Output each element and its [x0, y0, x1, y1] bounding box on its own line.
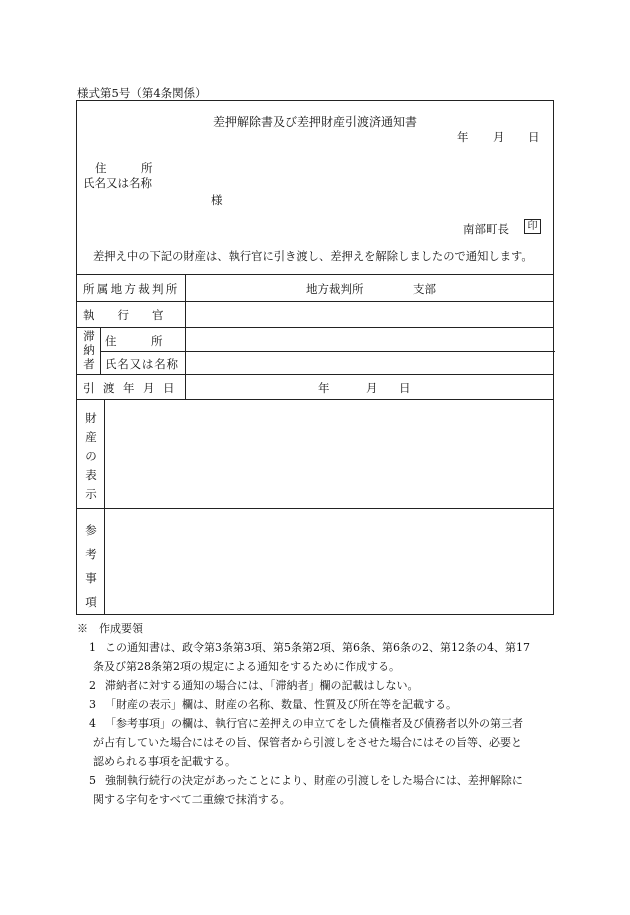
notes-heading: ※ 作成要領 — [77, 622, 143, 635]
note-5-line-1: 強制執行続行の決定があったことにより、財産の引渡しをした場合には、差押解除に — [105, 774, 523, 787]
delinquent-char-3: 者 — [83, 357, 95, 371]
seal-label: 印 — [527, 221, 538, 232]
divider-officer — [77, 327, 553, 328]
delinquent-char-1: 滞 — [83, 329, 95, 343]
property-char-4: 表 — [85, 468, 97, 482]
note-1-line-2: 条及び第28条第2項の規定による通知をするために作成する。 — [93, 660, 400, 673]
delinquent-address-label: 住 所 — [105, 334, 163, 348]
delinquent-side-label — [81, 329, 97, 371]
form-title: 差押解除書及び差押財産引渡済通知書 — [212, 115, 417, 129]
handover-label: 引渡年月日 — [83, 381, 183, 395]
note-2-line-1: 滞納者に対する通知の場合には、「滞納者」欄の記載はしない。 — [105, 679, 419, 692]
reference-char-3: 事 — [85, 571, 97, 585]
delinquent-char-2: 納 — [83, 343, 95, 357]
divider-delinquent-mid — [100, 351, 555, 352]
property-char-2: 産 — [85, 430, 97, 444]
notice-form-frame — [76, 100, 554, 615]
note-3-number: 3 — [89, 698, 96, 711]
court-label: 所属地方裁判所 — [83, 282, 180, 296]
divider-header — [77, 274, 553, 275]
handover-month: 月 — [366, 381, 378, 395]
handover-year: 年 — [318, 381, 330, 395]
officer-label: 執 行 官 — [83, 308, 164, 322]
note-2-number: 2 — [89, 679, 96, 692]
date-month: 月 — [493, 130, 505, 144]
form-number-label: 様式第5号（第4条関係） — [77, 86, 207, 100]
property-label — [83, 409, 99, 504]
court-value-district: 地方裁判所 — [306, 282, 364, 296]
property-label-divider — [104, 399, 105, 614]
date-day: 日 — [528, 130, 540, 144]
label-column-divider — [185, 274, 186, 399]
divider-handover — [77, 399, 553, 400]
reference-char-4: 項 — [85, 595, 97, 609]
delinquent-side-divider — [100, 327, 101, 374]
reference-char-2: 考 — [85, 547, 97, 561]
date-year: 年 — [457, 130, 469, 144]
divider-delinquent — [77, 374, 553, 375]
reference-char-1: 参 — [85, 523, 97, 537]
seal-stamp-box — [524, 219, 541, 234]
addressee-honorific: 様 — [211, 193, 223, 207]
reference-label — [83, 518, 99, 614]
note-1-number: 1 — [89, 641, 96, 654]
note-3-line-1: 「財産の表示」欄は、財産の名称、数量、性質及び所在等を記載する。 — [105, 698, 457, 711]
note-5-number: 5 — [89, 774, 96, 787]
note-4-line-2: が占有していた場合にはその旨、保管者から引渡しをさせた場合にはその旨等、必要と — [93, 736, 522, 749]
handover-day: 日 — [399, 381, 411, 395]
addressee-name-label: 氏名又は名称 — [83, 176, 152, 190]
note-4-line-1: 「参考事項」の欄は、執行官に差押えの申立てをした債権者及び債務者以外の第三者 — [105, 717, 523, 730]
note-4-line-3: 認められる事項を記載する。 — [93, 755, 236, 768]
addressee-address-label: 住 所 — [95, 161, 153, 175]
note-1-line-1: この通知書は、政令第3条第3項、第5条第2項、第6条、第6条の2、第12条の4、第17 — [105, 641, 530, 654]
property-char-5: 示 — [85, 487, 97, 501]
property-char-1: 財 — [85, 411, 97, 425]
court-value-branch: 支部 — [413, 282, 436, 296]
property-char-3: の — [85, 449, 97, 463]
notice-text: 差押え中の下記の財産は、執行官に引き渡し、差押えを解除しましたので通知します。 — [93, 250, 533, 263]
divider-property — [77, 508, 553, 509]
issuer-name: 南部町長 — [463, 222, 509, 236]
note-5-line-2: 関する字句をすべて二重線で抹消する。 — [93, 793, 291, 806]
divider-court — [77, 301, 553, 302]
note-4-number: 4 — [89, 717, 96, 730]
delinquent-name-label: 氏名又は名称 — [105, 357, 179, 371]
